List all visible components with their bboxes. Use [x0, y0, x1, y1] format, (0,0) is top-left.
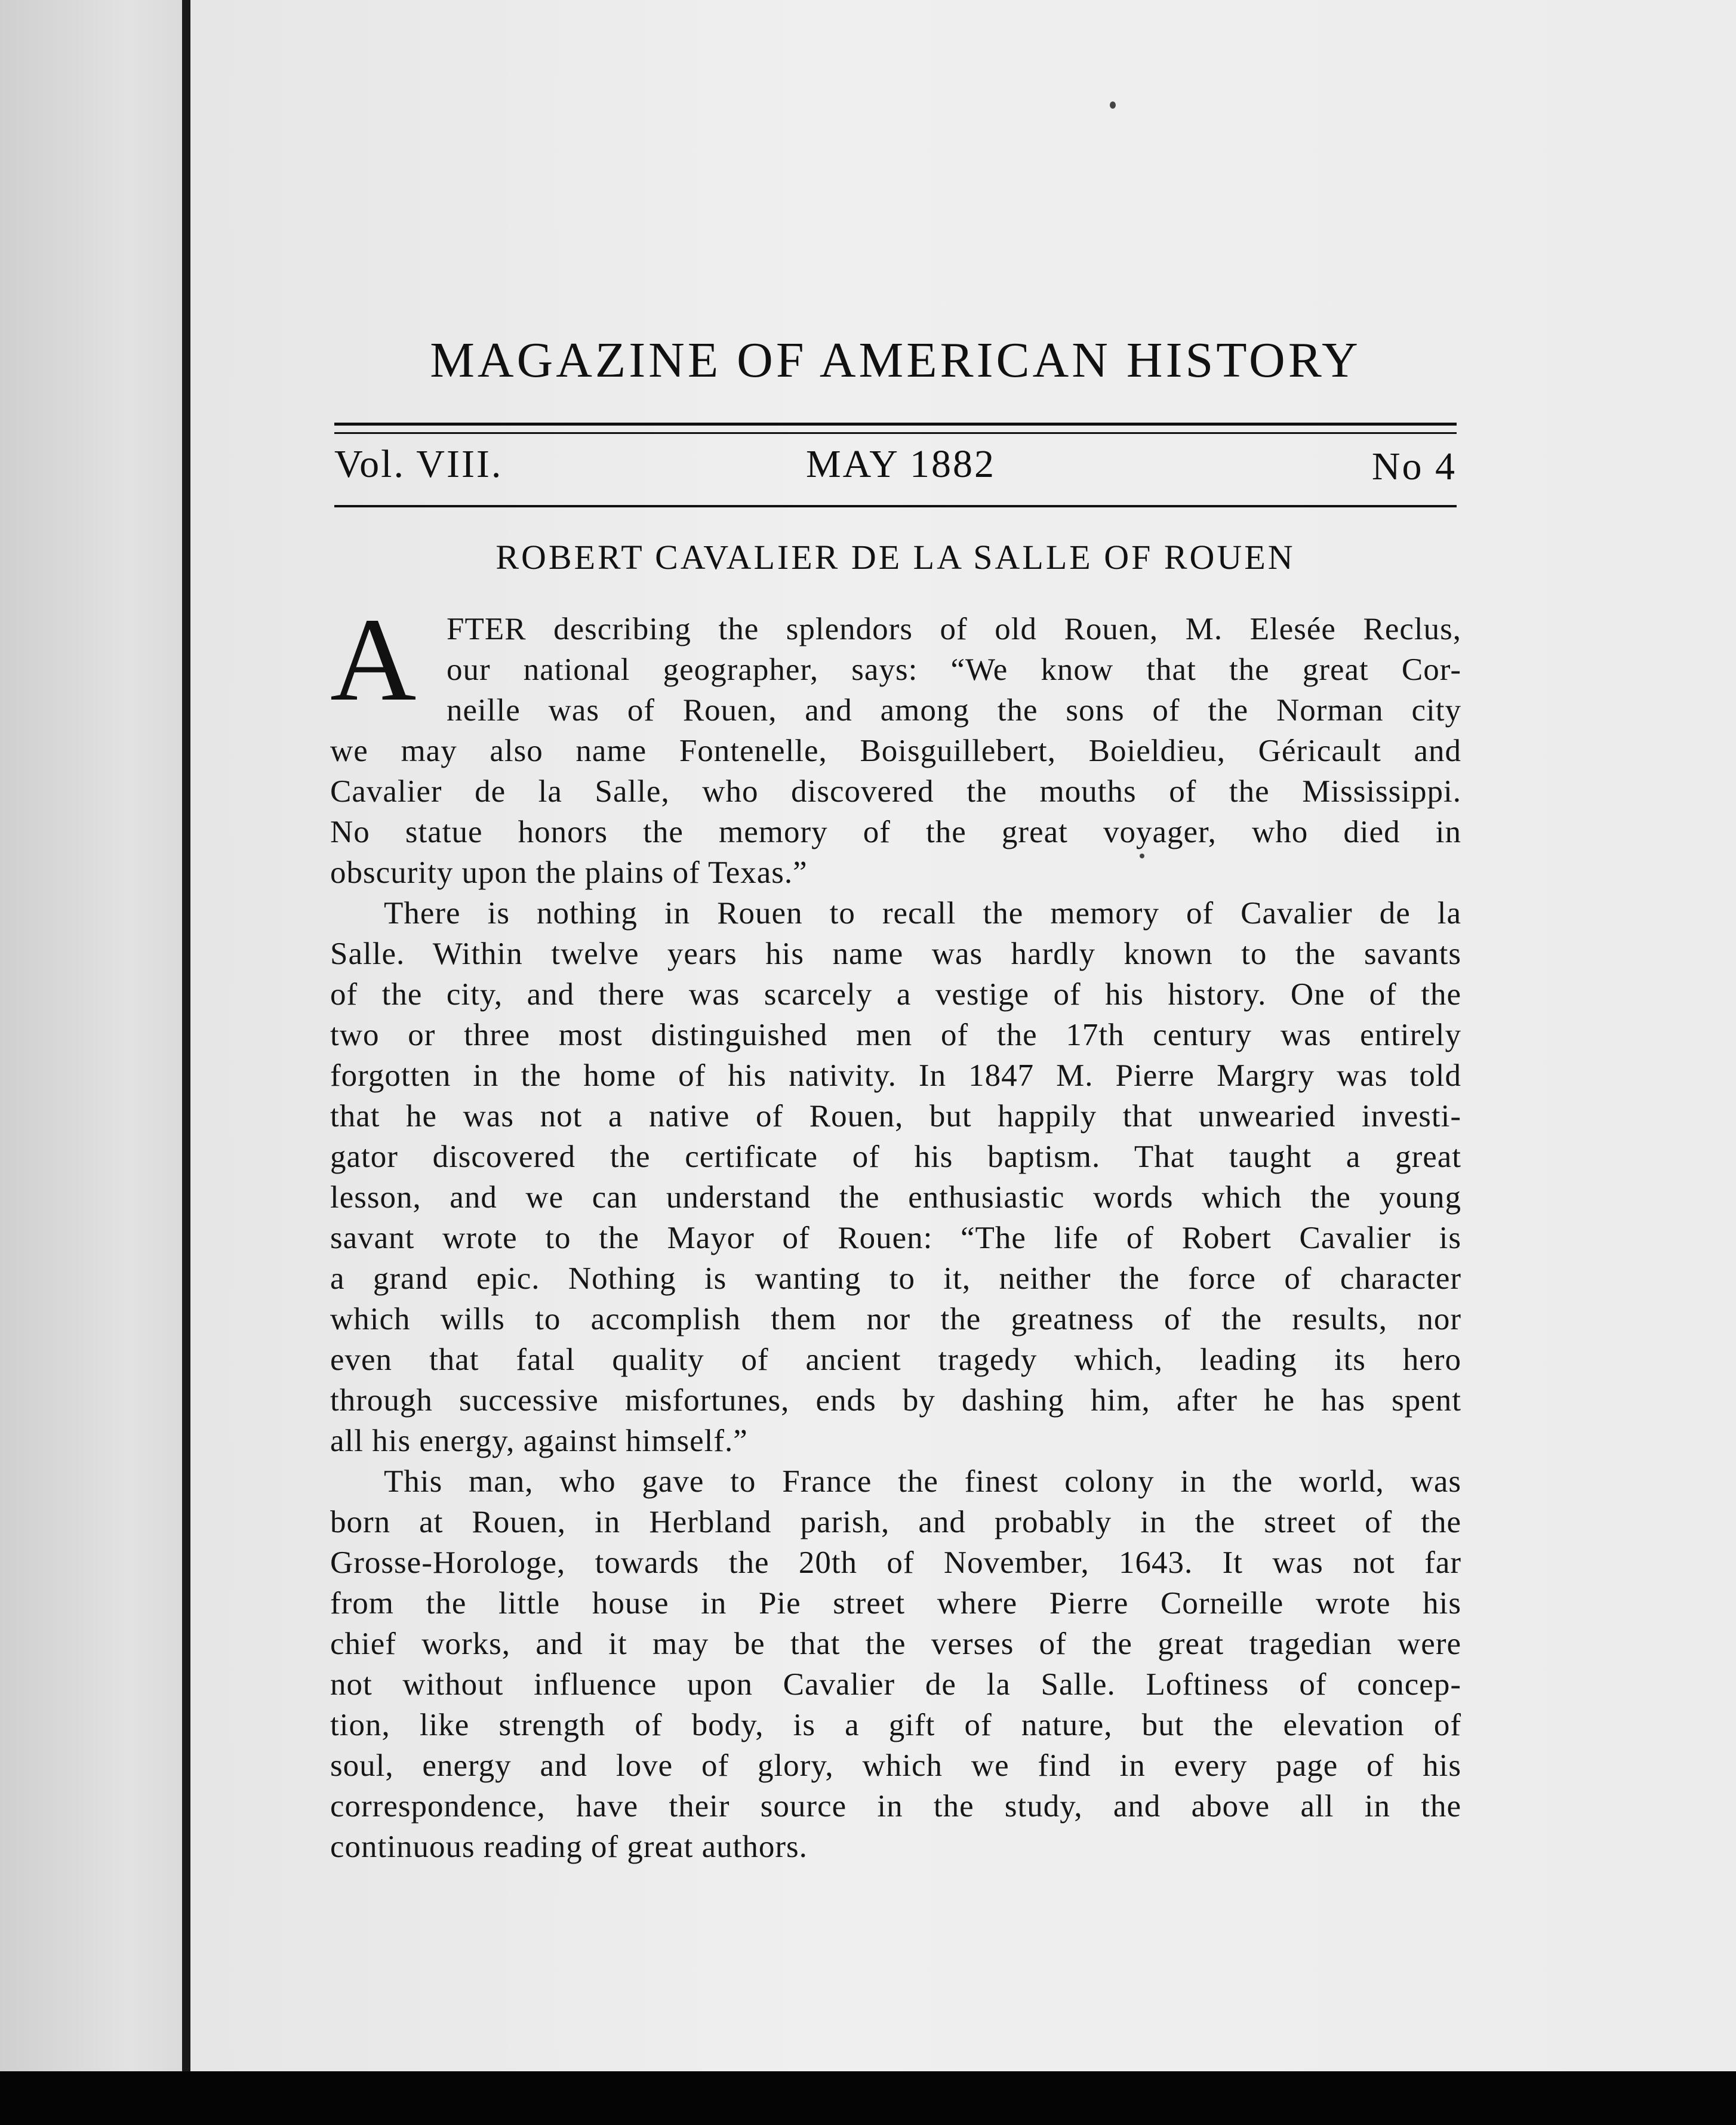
text-line: gator discovered the certificate of his baptism. That taught a great: [330, 1140, 1461, 1174]
page-gutter-line: [182, 0, 190, 2071]
text-line: No statue honors the memory of the great voyager, who died in: [330, 815, 1461, 849]
masthead-rule-thin: [334, 432, 1457, 434]
text-line: neille was of Rouen, and among the sons of the Norman city: [447, 693, 1461, 728]
scan-bottom-border: [0, 2071, 1736, 2125]
text-line: two or three most distinguished men of the 17th century was entirely: [330, 1018, 1461, 1052]
text-line: Salle. Within twelve years his name was hardly known to the savants: [330, 937, 1461, 971]
text-line: forgotten in the home of his nativity. In 1847 M. Pierre Margry was told: [330, 1058, 1461, 1093]
text-line: through successive misfortunes, ends by dashing him, after he has spent: [330, 1383, 1461, 1418]
text-line: Cavalier de la Salle, who discovered the mouths of the Mississippi.: [330, 774, 1461, 809]
scan-speck: [1110, 101, 1116, 109]
text-line: soul, energy and love of glory, which we find in every page of his: [330, 1748, 1461, 1783]
text-line: not without influence upon Cavalier de la Salle. Loftiness of concep-: [330, 1667, 1461, 1702]
text-line: a grand epic. Nothing is wanting to it, neither the force of character: [330, 1261, 1461, 1296]
text-line: FTER describing the splendors of old Rouen, M. Elesée Reclus,: [447, 612, 1461, 646]
text-line: chief works, and it may be that the verses of the great tragedian were: [330, 1627, 1461, 1661]
article-title: ROBERT CAVALIER DE LA SALLE OF ROUEN: [495, 538, 1295, 577]
text-line: we may also name Fontenelle, Boisguillebert, Boieldieu, Géricault and: [330, 734, 1461, 768]
text-line: of the city, and there was scarcely a vestige of his history. One of the: [330, 977, 1461, 1012]
text-line: continuous reading of great authors.: [330, 1830, 808, 1864]
article-body: [330, 594, 1461, 1867]
text-line: all his energy, against himself.”: [330, 1424, 748, 1458]
text-line: which wills to accomplish them nor the greatness of the results, nor: [330, 1302, 1461, 1336]
text-line: Grosse-Horologe, towards the 20th of November, 1643. It was not far: [330, 1545, 1461, 1580]
volume-label: Vol. VIII.: [334, 442, 503, 486]
text-line: lesson, and we can understand the enthusiastic words which the young: [330, 1180, 1461, 1215]
drop-cap: A: [330, 594, 417, 726]
facing-page-edge: [0, 0, 185, 2071]
issue-number: No 4: [1371, 445, 1457, 488]
text-line: our national geographer, says: “We know that the great Cor-: [447, 652, 1461, 687]
text-line: that he was not a native of Rouen, but happily that unwearied investi-: [330, 1099, 1461, 1134]
text-line: from the little house in Pie street where Pierre Corneille wrote his: [330, 1586, 1461, 1621]
magazine-masthead: MAGAZINE OF AMERICAN HISTORY: [430, 332, 1361, 388]
text-line: even that fatal quality of ancient tragedy which, leading its hero: [330, 1342, 1461, 1377]
text-line: born at Rouen, in Herbland parish, and probably in the street of the: [330, 1505, 1461, 1539]
text-line: tion, like strength of body, is a gift of nature, but the elevation of: [330, 1708, 1461, 1742]
issue-date: MAY 1882: [806, 442, 996, 486]
masthead-rule-top: [334, 423, 1457, 426]
text-line: obscurity upon the plains of Texas.”: [330, 855, 808, 890]
text-line: This man, who gave to France the finest colony in the world, was: [384, 1464, 1461, 1499]
text-line: correspondence, have their source in the study, and above all in the: [330, 1789, 1461, 1824]
text-line: There is nothing in Rouen to recall the memory of Cavalier de la: [384, 896, 1461, 931]
issue-rule-bottom: [334, 505, 1457, 507]
text-line: savant wrote to the Mayor of Rouen: “The life of Robert Cavalier is: [330, 1221, 1461, 1255]
issue-info-row: [334, 442, 1457, 495]
